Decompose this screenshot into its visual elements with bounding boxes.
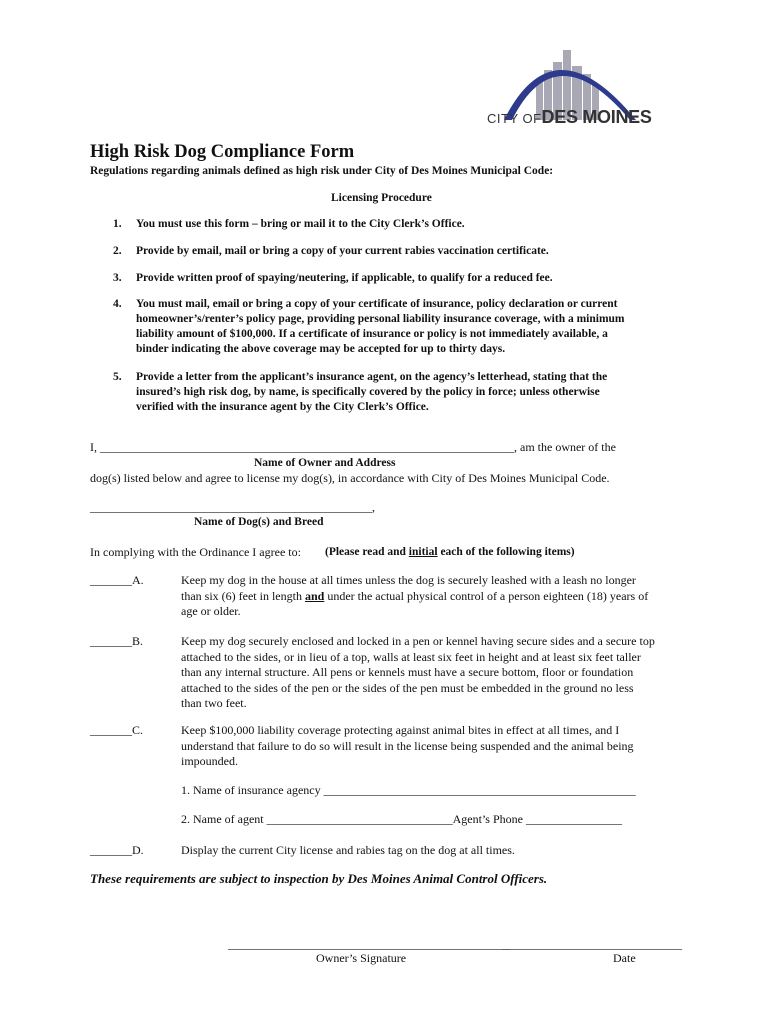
requirement-line: Keep $100,000 liability coverage protecting against animal bites in effect at all times, and I	[181, 723, 620, 737]
requirement-line: understand that failure to do so will result in the license being suspended and the animal being	[181, 738, 634, 753]
procedure-line: binder indicating the above coverage may be accepted for up to thirty days.	[136, 343, 506, 355]
dog-label: Name of Dog(s) and Breed	[194, 516, 324, 528]
procedure-line: You must mail, email or bring a copy of your certificate of insurance, policy declaration or current	[136, 298, 618, 310]
agent-field[interactable]: 2. Name of agent _______________________________Agent’s Phone ________________	[181, 812, 622, 826]
procedure-item	[136, 244, 696, 259]
requirement-line: impounded.	[181, 754, 238, 768]
initial-field-d[interactable]: _______D.	[90, 843, 144, 857]
instruction-underlined: initial	[408, 546, 438, 558]
instruction-text: (Please read and	[325, 546, 409, 558]
procedure-line: homeowner’s/renter’s policy page, providing personal liability insurance coverage, with a minimum	[136, 313, 625, 325]
procedure-number: 4.	[113, 298, 122, 310]
requirement-b	[181, 634, 691, 712]
agree-instruction	[325, 545, 575, 560]
initial-field-a[interactable]: _______A.	[90, 573, 144, 587]
procedure-item	[136, 217, 696, 232]
requirement-line: than any internal structure. All pens or kennels must have a secure bottom, floor or foundation	[181, 665, 634, 679]
requirement-c	[181, 723, 691, 770]
inspection-note: These requirements are subject to inspection by Des Moines Animal Control Officers.	[90, 871, 548, 886]
logo-city-of: CITY OF	[487, 111, 542, 126]
procedure-item	[136, 271, 696, 286]
insurance-agency-field[interactable]: 1. Name of insurance agency ____________________________________________________	[181, 783, 636, 797]
page-title: High Risk Dog Compliance Form	[90, 142, 355, 162]
owner-continuation: dog(s) listed below and agree to license my dog(s), in accordance with City of Des Moines Municipal Code.	[90, 471, 610, 485]
procedure-line: verified with the insurance agent by the City Clerk’s Office.	[136, 401, 429, 413]
requirement-line	[181, 589, 691, 605]
requirement-underlined: and	[304, 588, 325, 603]
requirement-text: than six (6) feet in length	[181, 588, 305, 603]
requirement-d	[181, 843, 691, 859]
requirement-line: attached to the sides of the pen or the sides of the pen must be embedded in the ground no less	[181, 680, 634, 695]
subtitle: Regulations regarding animals defined as high risk under City of Des Moines Municipal Code:	[90, 165, 554, 177]
initial-field-b[interactable]: _______B.	[90, 634, 144, 648]
procedure-line: Provide a letter from the applicant’s insurance agent, on the agency’s letterhead, stating that the	[136, 371, 608, 383]
procedure-item	[136, 370, 696, 415]
procedure-line: Provide written proof of spaying/neutering, if applicable, to qualify for a reduced fee.	[136, 272, 553, 284]
owner-name-field[interactable]: I, _____________________________________________________________________, am the owner of the	[90, 440, 616, 454]
dog-name-field[interactable]: _______________________________________________,	[90, 500, 375, 514]
requirement-line: attached to the sides, or in lieu of a top, walls at least six feet in height and at least six feet taller	[181, 649, 641, 664]
procedure-number: 1.	[113, 218, 122, 230]
initial-field-c[interactable]: _______C.	[90, 723, 144, 737]
logo-wordmark	[487, 107, 652, 128]
requirement-line: than two feet.	[181, 696, 247, 710]
date-field[interactable]: ______________________________	[502, 937, 682, 951]
agree-intro: In complying with the Ordinance I agree to:	[90, 545, 301, 559]
requirement-a	[181, 573, 691, 620]
date-label: Date	[613, 951, 636, 965]
requirement-line: Display the current City license and rabies tag on the dog at all times.	[181, 843, 515, 857]
section-heading: Licensing Procedure	[331, 192, 432, 204]
requirement-line: Keep my dog securely enclosed and locked in a pen or kennel having secure sides and a secure top	[181, 634, 655, 648]
procedure-line: liability amount of $100,000. If a certificate of insurance or policy is not immediately available, a	[136, 328, 608, 340]
requirement-line: Keep my dog in the house at all times unless the dog is securely leashed with a leash no longer	[181, 573, 636, 587]
procedure-number: 5.	[113, 371, 122, 383]
logo-des-moines: DES MOINES	[541, 107, 652, 127]
procedure-item	[136, 297, 696, 357]
procedure-number: 2.	[113, 245, 122, 257]
requirement-line: age or older.	[181, 604, 241, 618]
procedure-number: 3.	[113, 272, 122, 284]
procedure-line: You must use this form – bring or mail it to the City Clerk’s Office.	[136, 218, 465, 230]
requirement-text: under the actual physical control of a person eighteen (18) years of	[324, 588, 649, 603]
procedure-line: insured’s high risk dog, by name, is specifically covered by the policy in force; unless otherwise	[136, 386, 600, 398]
signature-field[interactable]: _______________________________________________	[228, 937, 510, 951]
signature-label: Owner’s Signature	[316, 951, 407, 965]
owner-label: Name of Owner and Address	[254, 457, 396, 469]
instruction-text: each of the following items)	[437, 546, 575, 558]
procedure-line: Provide by email, mail or bring a copy of your current rabies vaccination certificate.	[136, 245, 549, 257]
